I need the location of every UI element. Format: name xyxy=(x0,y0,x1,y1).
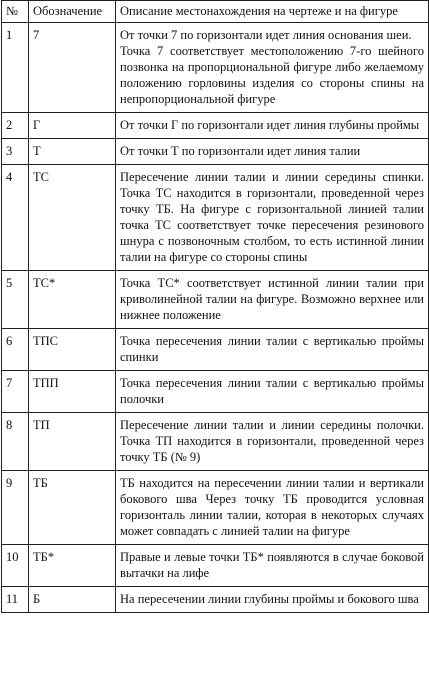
row-description-line: Точка пересечения линии талии с вертикалью проймы спинки xyxy=(120,334,424,364)
row-description xyxy=(116,413,429,471)
row-description-line: Точка ТС* соответствует истинной линии талии при криволинейной талии на фигуре. Возможно верхнее или нижнее положение xyxy=(120,276,424,322)
table-row xyxy=(2,139,429,165)
table-row xyxy=(2,587,429,613)
table-row xyxy=(2,545,429,587)
points-table xyxy=(1,0,429,613)
header-num: № xyxy=(2,1,29,23)
row-description xyxy=(116,23,429,113)
table-row xyxy=(2,413,429,471)
row-symbol: ТПС xyxy=(29,329,116,371)
row-description-line: От точки 7 по горизонтали идет линия основания шеи. xyxy=(120,28,412,42)
row-description xyxy=(116,471,429,545)
row-description xyxy=(116,271,429,329)
header-description: Описание местонахождения на чертеже и на фигуре xyxy=(116,1,429,23)
table-row xyxy=(2,165,429,271)
row-description-line: На пересечении линии глубины проймы и бокового шва xyxy=(120,592,419,606)
row-description-line: От точки Г по горизонтали идет линия глубины проймы xyxy=(120,118,420,132)
row-description xyxy=(116,545,429,587)
row-num: 7 xyxy=(2,371,29,413)
row-symbol: ТБ xyxy=(29,471,116,545)
table-row xyxy=(2,113,429,139)
table-row xyxy=(2,371,429,413)
table-row xyxy=(2,271,429,329)
row-num: 11 xyxy=(2,587,29,613)
row-description-line: Правые и левые точки ТБ* появляются в случае боковой вытачки на лифе xyxy=(120,550,424,580)
row-num: 8 xyxy=(2,413,29,471)
row-symbol: ТБ* xyxy=(29,545,116,587)
row-symbol: ТПП xyxy=(29,371,116,413)
row-num: 9 xyxy=(2,471,29,545)
table-row xyxy=(2,329,429,371)
table-row xyxy=(2,23,429,113)
row-description-line: Пересечение линии талии и линии середины спинки. Точка ТС находится в горизонтали, проведенной через точку ТБ. На фигуре с горизонтальной линией талии точка ТС соответствует точке пересечения резинового шнура с позвоночным столбом, то есть истинной линии талии на фигуре со стороны спины xyxy=(120,170,424,264)
row-description-line: Точка пересечения линии талии с вертикалью проймы полочки xyxy=(120,376,424,406)
row-description xyxy=(116,329,429,371)
row-description-line: Точка 7 соответствует местоположению 7-го шейного позвонка на пропорциональной фигуре либо желаемому положению горловины изделия со стороны спины на непропорциональной фигуре xyxy=(120,44,424,106)
row-num: 1 xyxy=(2,23,29,113)
row-symbol: Г xyxy=(29,113,116,139)
row-description-line: ТБ находится на пересечении линии талии и вертикали бокового шва Через точку ТБ проводится условная горизонталь линии талии, которая в некоторых случаях может совпадать с линией талии на фигуре xyxy=(120,476,424,538)
row-symbol: 7 xyxy=(29,23,116,113)
table-header-row xyxy=(2,1,429,23)
row-description xyxy=(116,371,429,413)
row-num: 3 xyxy=(2,139,29,165)
row-num: 2 xyxy=(2,113,29,139)
row-description xyxy=(116,587,429,613)
row-description xyxy=(116,113,429,139)
row-num: 6 xyxy=(2,329,29,371)
row-symbol: Т xyxy=(29,139,116,165)
row-symbol: Б xyxy=(29,587,116,613)
row-num: 10 xyxy=(2,545,29,587)
row-symbol: ТС* xyxy=(29,271,116,329)
row-description-line: От точки Т по горизонтали идет линия талии xyxy=(120,144,361,158)
row-num: 4 xyxy=(2,165,29,271)
row-description xyxy=(116,165,429,271)
row-symbol: ТП xyxy=(29,413,116,471)
row-description-line: Пересечение линии талии и линии середины полочки. Точка ТП находится в горизонтали, проведенной через точку ТБ (№ 9) xyxy=(120,418,424,464)
row-num: 5 xyxy=(2,271,29,329)
table-row xyxy=(2,471,429,545)
header-symbol: Обозначение xyxy=(29,1,116,23)
row-symbol: ТС xyxy=(29,165,116,271)
row-description xyxy=(116,139,429,165)
